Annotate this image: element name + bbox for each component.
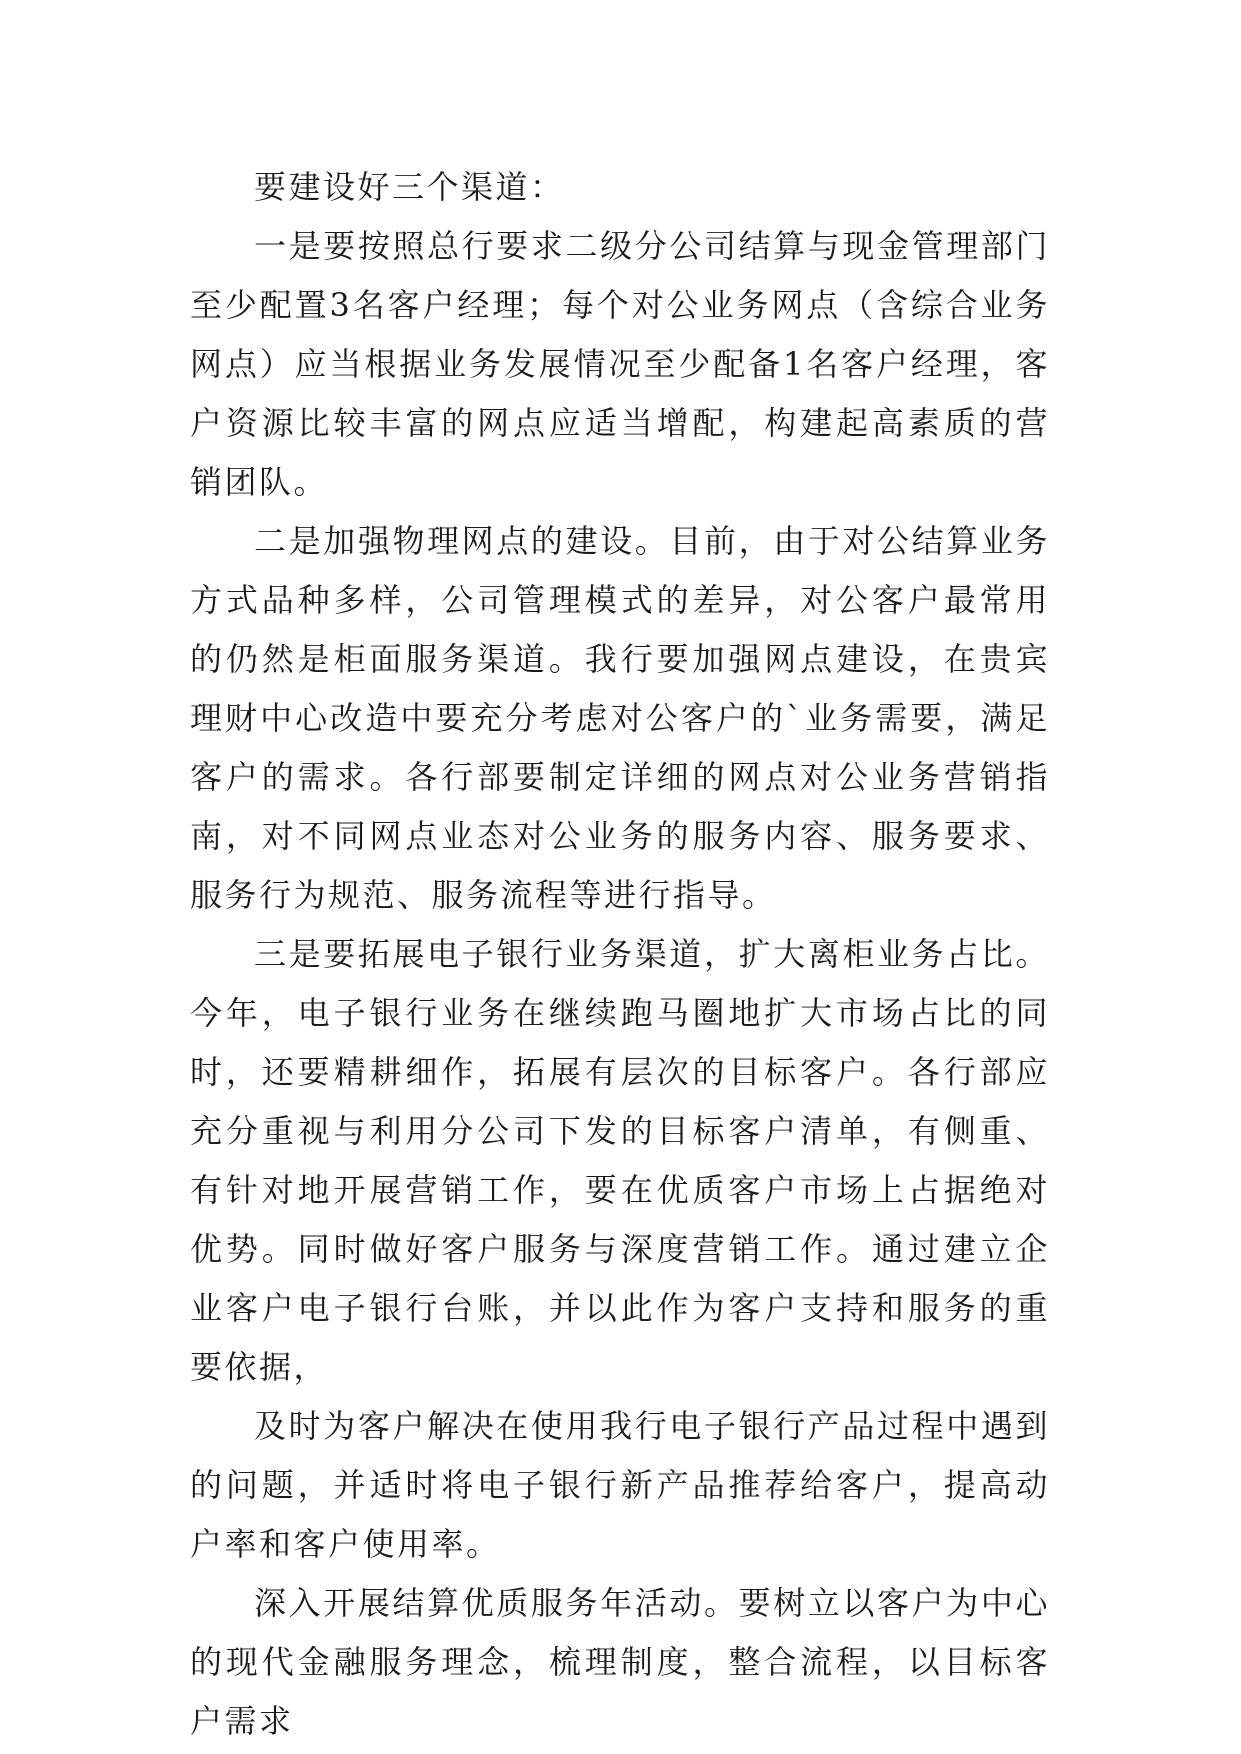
paragraph-second-channel: 二是加强物理网点的建设。目前，由于对公结算业务方式品种多样，公司管理模式的差异，对公客户最常用的仍然是柜面服务渠道。我行要加强网点建设，在贵宾理财中心改造中要充分考虑对公客户的`业务需要，满足客户的需求。各行部要制定详细的网点对公业务营销指南，对不同网点业态对公业务的服务内容、服务要求、服务行为规范、服务流程等进行指导。: [190, 522, 1050, 914]
paragraph-third-channel-continued: 及时为客户解决在使用我行电子银行产品过程中遇到的问题，并适时将电子银行新产品推荐给客户，提高动户率和客户使用率。: [190, 1407, 1050, 1563]
paragraph-first-channel: 一是要按照总行要求二级分公司结算与现金管理部门至少配置3名客户经理；每个对公业务网点（含综合业务网点）应当根据业务发展情况至少配备1名客户经理，客户资源比较丰富的网点应适当增配，构建起高素质的营销团队。: [190, 227, 1050, 501]
document-body: [190, 158, 1050, 1751]
paragraph-three-channels-heading: 要建设好三个渠道：: [254, 168, 565, 206]
paragraph-third-channel: 三是要拓展电子银行业务渠道，扩大离柜业务占比。今年，电子银行业务在继续跑马圈地扩大市场占比的同时，还要精耕细作，拓展有层次的目标客户。各行部应充分重视与利用分公司下发的目标客户清单，有侧重、有针对地开展营销工作，要在优质客户市场上占据绝对优势。同时做好客户服务与深度营销工作。通过建立企业客户电子银行台账，并以此作为客户支持和服务的重要依据，: [190, 935, 1050, 1386]
paragraph-service-year: 深入开展结算优质服务年活动。要树立以客户为中心的现代金融服务理念，梳理制度，整合流程，以目标客户需求: [190, 1584, 1050, 1740]
